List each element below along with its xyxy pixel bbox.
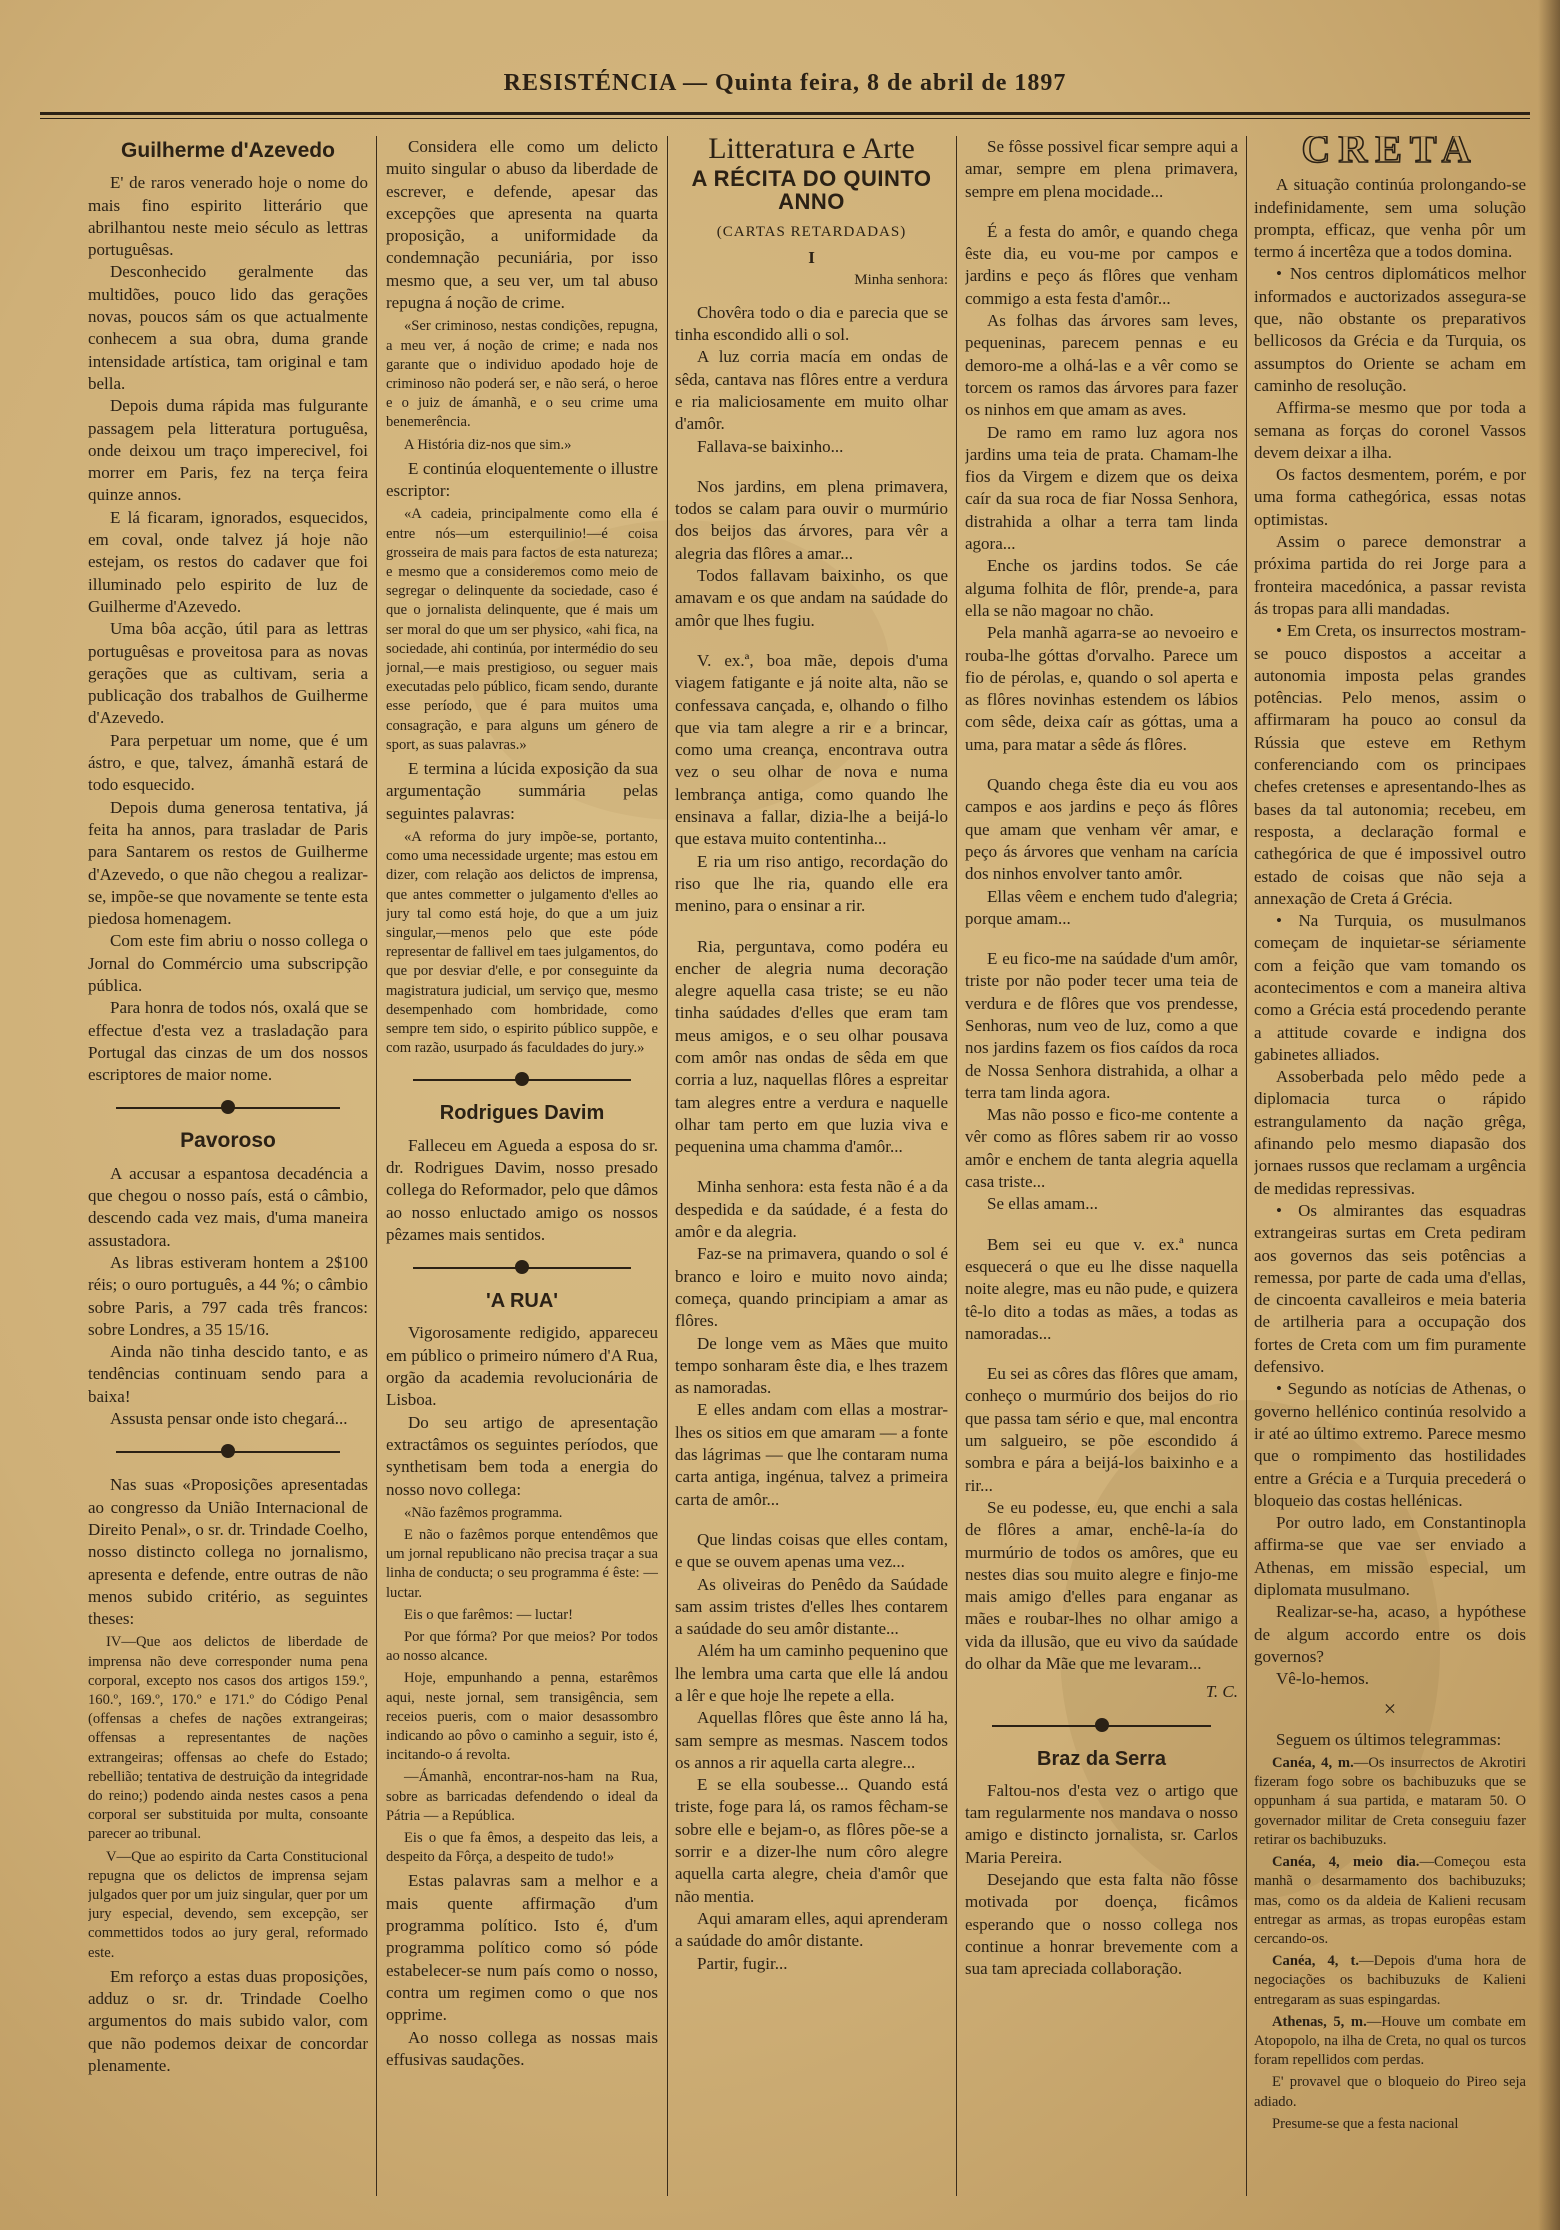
- quote: «A cadeia, principalmente como ella é entre nós—um esterquilinio!—é coisa grosseira de mais para factos de esta natureza; e mesmo que a consideremos como meio de segregar o delinquente da sociedade, caso é que o jornalista delinquente, que é mais um ser moral do que um ser physico, «ahi fica, na sociedade, ahi continúa, por intermédio do seu jornal,—e mais prestigioso, ou seguer mais executadas pelo público, ficam sendo, durante esse período, que é para muitos uma consagração, e para alguns um género de sport, as suas palavras.»: [386, 506, 658, 753]
- paragraph: Realizar-se-ha, acaso, a hypóthese de algum accordo entre os dois governos?: [1254, 1602, 1526, 1666]
- paragraph: Fallava-se baixinho...: [697, 436, 844, 456]
- paragraph: Eu sei as côres das flôres que amam, conheço o murmúrio dos beijos do rio que passa tam sério e que, mal encontra um salgueiro, se põe escondido á sombra e pára a beijá-los baixinho e a rir...: [965, 1364, 1238, 1495]
- signature: T. C.: [1205, 1682, 1238, 1702]
- paragraph: Bem sei eu que v. ex.ª nunca esquecerá o que eu lhe disse naquella noite alegre, mas eu não pude, e quizera tê-lo dito a todas as mães, a todas as namoradas...: [965, 1234, 1238, 1343]
- article-title: 'A RUA': [485, 1290, 559, 1313]
- paragraph: E lá ficaram, ignorados, esquecidos, em coval, onde talvez já hoje não estejam, os restos do cadaver que foi illuminado pelo espirito de luz de Guilherme d'Azevedo.: [88, 507, 368, 616]
- telegram-head: Canéa, 4, meio dia.: [1272, 1854, 1420, 1871]
- telegram: E' provavel que o bloqueio do Pireo seja adiado.: [1254, 2074, 1526, 2110]
- article-title: Braz da Serra: [1037, 1747, 1166, 1770]
- paragraph: E se ella soubesse... Quando está triste, foge para lá, os ramos fêcham-se sobre elle e bejam-o, as flôres põe-se a sorrir e a dizer-lhe num côro alegre aquella carta alegre, cheia d'amôr que não mentia.: [675, 1775, 948, 1906]
- paragraph: Ao nosso collega as nossas mais effusivas saudações.: [386, 2027, 658, 2069]
- paragraph: • Em Creta, os insurrectos mostram-se pouco dispostos a acceitar a autonomia imposta pelas grandes potências. Pelo menos, assim o affirmaram ha pouco ao consul da Rússia que esteve em Rethym conferenciando com os principaes chefes cretenses e apresentando-lhes as bases da tal autonomia; recebeu, em resposta, a declaração formal e cathegórica de que é impossivel outro estado de coisas que não seja a annexação de Creta á Grécia.: [1254, 621, 1526, 908]
- quote: «Não fazêmos programma.: [404, 1504, 563, 1521]
- telegram-body: —Começou esta manhã o desarmamento dos bachibuzuks; mas, como os da aldeia de Kalieni recusam entregar as armas, as tropas europêas estam cercando-os.: [1254, 1854, 1526, 1947]
- paragraph: • Nos centros diplomáticos melhor informados e auctorizados assegura-se que, não obstante os preparativos bellicosos da Grécia e da Turquia, os assumptos do Oriente se acham em caminho de resolução.: [1254, 264, 1526, 395]
- paragraph: Quando chega êste dia eu vou aos campos e aos jardins e peço ás flôres que amam que venham vêr amar, e peço ás árvores que venham na carícia dos ninhos envolver tanto amôr.: [965, 775, 1238, 884]
- telegram-head: Canéa, 4, m.: [1272, 1755, 1354, 1772]
- paragraph: Desejando que esta falta não fôsse motivada por doença, ficâmos esperando que o nosso collega nos continue a honrar brevemente com a sua tam apreciada collaboração.: [965, 1870, 1238, 1979]
- paragraph: Todos fallavam baixinho, os que amavam e os que andam na saúdade do amôr que lhes fugiu.: [675, 566, 948, 630]
- paragraph: As oliveiras do Penêdo da Saúdade sam assim tristes d'elles lhes contarem a saúdade do seu amôr distante...: [675, 1574, 948, 1639]
- separator-mark: ×: [1383, 1696, 1397, 1722]
- ornament-separator: [965, 1718, 1238, 1734]
- paragraph: • Os almirantes das esquadras extrangeiras surtas em Creta pediram aos governos das seis potências a remessa, por parte de cada uma d'ellas, de cincoenta cavalleiros e meia bateria de artilheria para a occupação dos fortes de Creta com um fim puramente defensivo.: [1254, 1200, 1526, 1377]
- paragraph: E termina a lúcida exposição da sua argumentação summária pelas seguintes palavras:: [386, 759, 658, 823]
- telegram: Presume-se que a festa nacional: [1272, 2115, 1459, 2132]
- paragraph: V. ex.ª, boa mãe, depois d'uma viagem fatigante e já noite alta, não se confessava cançada, e, olhando o filho que via tam alegre a rir e a brincar, como uma creança, encontrava outra vez o seu olhar de nova e numa lembrança antiga, como quando lhe ensinava a fallar, dizia-lhe a beijá-lo que estava muito contentinha...: [675, 650, 948, 849]
- page-header: RESISTÉNCIA — Quinta feira, 8 de abril de 1897: [503, 70, 1067, 96]
- paragraph: Vê-lo-hemos.: [1276, 1669, 1370, 1689]
- telegram-body: —Depois d'uma hora de negociações os bachibuzuks de Kalieni entregaram as suas espingardas.: [1254, 1953, 1526, 2008]
- quote: «A reforma do jury impõe-se, portanto, como uma necessidade urgente; mas estou em dizer, com relação aos delictos de imprensa, que antes commetter o julgamento d'elles ao jury tal como está hoje, do que a um juiz singular,—menos pelo que este póde representar de fallivel em taes julgamentos, do que por desviar d'elle, e por conseguinte da magistratura judicial, um serviço que, mesmo desempenhado com hombridade, como sempre tem sido, o espirito público suppõe, e com razão, usurpado ás faculdades do jury.»: [386, 828, 658, 1057]
- column-1: [88, 136, 368, 2196]
- quote: E não o fazêmos porque entendêmos que um jornal republicano não precisa traçar a sua linha de conducta; o seu programma é êste: — luctar.: [386, 1527, 658, 1601]
- quote: Hoje, empunhando a penna, estarêmos aqui, neste jornal, sem transigência, sem receios pueris, com o maior desassombro indicando ao pôvo o caminho a seguir, isto é, incitando-o á revolta.: [386, 1670, 658, 1764]
- section-title: CRETA: [1301, 136, 1479, 171]
- paragraph: Com este fim abriu o nosso collega o Jornal do Commércio uma subscripção pública.: [88, 931, 368, 995]
- telegram-head: Athenas, 5, m.: [1272, 2013, 1367, 2030]
- paragraph: A accusar a espantosa decadéncia a que chegou o nosso país, está o câmbio, descendo cada vez mais, d'uma maneira assustadora.: [88, 1163, 368, 1250]
- header-rule-thin: [40, 118, 1530, 119]
- telegram-head: Canéa, 4, t.: [1272, 1953, 1360, 1970]
- paragraph: Chovêra todo o dia e parecia que se tinha escondido alli o sol.: [675, 302, 948, 345]
- paragraph: As libras estiveram hontem a 2$100 réis; o ouro português, a 44 %; o câmbio sobre Paris, a 797 cada três francos: sobre Londres, a 35 15/16.: [88, 1252, 368, 1339]
- paragraph: De longe vem as Mães que muito tempo sonharam êste dia, e lhes trazem as namoradas.: [675, 1333, 948, 1398]
- paragraph: De ramo em ramo luz agora nos jardins uma teia de prata. Chamam-lhe fios da Virgem e dizem que os deixa caír da sua roca de fiar Nossa Senhora, distrahida a olhar a terra tam linda agora...: [965, 422, 1238, 554]
- quote: A História diz-nos que sim.»: [404, 436, 572, 453]
- paragraph: Seguem os últimos telegrammas:: [1276, 1729, 1502, 1749]
- quote: IV—Que aos delictos de liberdade de imprensa não deve corresponder numa pena corporal, excepto nos casos dos artigos 159.º, 160.º, 169.º, 170.º e 171.º do Código Penal (offensas a chefes de nações extrangeiras; offensas a representantes de nações extrangeiras; offensas ao chefe do Estado; rebellião; tentativa de destruição da integridade do reino;) podendo ainda nestes casos a pena corporal ser substituida por multa, consoante parecer ao tribunal.: [88, 1634, 368, 1843]
- paragraph: Além ha um caminho pequenino que lhe lembra uma carta que elle lá andou a lêr e que hoje lhe repete a ella.: [675, 1641, 948, 1705]
- paragraph: Estas palavras sam a melhor e a mais quente affirmação d'um programma político. Isto é, d'um programma político como só póde estabelecer-se num país como o nosso, contra um regimen como o que nos opprime.: [386, 1871, 658, 2025]
- ornament-separator: [88, 1444, 368, 1460]
- salutation: Minha senhora:: [854, 272, 948, 289]
- article-title: Guilherme d'Azevedo: [121, 139, 335, 162]
- paragraph: Enche os jardins todos. Se cáe alguma folhita de flôr, prende-a, para ella se não magoar no chão.: [965, 556, 1238, 620]
- paragraph: Faltou-nos d'esta vez o artigo que tam regularmente nos mandava o nosso amigo e distincto jornalista, sr. Carlos Maria Pereira.: [965, 1780, 1238, 1867]
- ornament-separator: [386, 1072, 658, 1088]
- article-title: A RÉCITA DO QUINTO ANNO: [691, 166, 932, 214]
- paragraph: Considera elle como um delicto muito singular o abuso da liberdade de escrever, e defende, apesar das excepções que apresenta na quarta proposição, a uniformidade da condemnação pecuniária, por isso mesmo que, a seu ver, um tal abuso repugna á noção de crime.: [386, 137, 658, 313]
- paragraph: Affirma-se mesmo que por toda a semana as forças do coronel Vassos devem deixar a ilha.: [1254, 398, 1526, 462]
- paragraph: • Na Turquia, os musulmanos começam de inquietar-se sériamente com a feição que vam tomando os acontecimentos e com a maneira altiva como a Grécia está procedendo perante a attitude covarde e indigna dos gabinetes alliados.: [1254, 911, 1526, 1064]
- paragraph: E ria um riso antigo, recordação do riso que lhe ria, quando elle era menino, para o ensinar a rir.: [675, 851, 948, 916]
- paragraph: Ellas vêem e enchem tudo d'alegria; porque amam...: [965, 886, 1238, 928]
- telegram: [1254, 2013, 1526, 2071]
- paragraph: Partir, fugir...: [697, 1953, 788, 1973]
- paragraph: A luz corria macía em ondas de sêda, cantava nas flôres entre a verdura e ria maliciosamente em muito olhar d'amôr.: [675, 347, 948, 434]
- paragraph: Em reforço a estas duas proposições, adduz o sr. dr. Trindade Coelho argumentos do mais subido valor, com que não podemos deixar de concordar plenamente.: [88, 1966, 368, 2076]
- section-title: Litteratura e Arte: [708, 136, 915, 165]
- letter-number: I: [808, 248, 815, 268]
- quote: V—Que ao espirito da Carta Constitucional repugna que os delictos de imprensa sejam julgados quer por um juiz singular, quer por um jury especial, devendo, sem excepção, ser commettidos todos ao jury geral, reformado este.: [88, 1848, 368, 1961]
- column-5: [1254, 136, 1526, 2196]
- paragraph: Para perpetuar um nome, que é um ástro, e que, talvez, ámanhã estará de todo esquecido.: [88, 730, 368, 795]
- paragraph: Depois duma rápida mas fulgurante passagem pela litteratura portuguêsa, onde deixou um traço imperecivel, foi morrer em Paris, fez na terça feira quinze annos.: [88, 396, 368, 505]
- column-divider: [1246, 136, 1247, 2196]
- quote: Eis o que farêmos: — luctar!: [404, 1606, 573, 1623]
- telegram: [1254, 1952, 1526, 2010]
- paragraph: Do seu artigo de apresentação extractâmos os seguintes períodos, que synthetisam bem toda a energia do nosso novo collega:: [386, 1412, 658, 1499]
- paragraph: As folhas das árvores sam leves, pequeninas, parecem pennas e eu demoro-me a olhá-las e a vêr como se torcem os ramos das árvores para fazer os ninhos em que amam as aves.: [965, 311, 1238, 420]
- paragraph: Se fôsse possivel ficar sempre aqui a amar, sempre em plena primavera, sempre em plena mocidade...: [965, 137, 1238, 201]
- paragraph: Pela manhã agarra-se ao nevoeiro e rouba-lhe góttas d'orvalho. Parece um fio de pérolas, e, quando o sol aperta e as flôres novinhas estendem os lábios com sêde, deixa caír as góttas, uma a uma, para matar a sêde ás flôres.: [965, 623, 1238, 754]
- telegram-body: —Houve um combate em Atopopolo, na ilha de Creta, no qual os turcos foram repellidos com perdas.: [1254, 2013, 1526, 2069]
- column-divider: [376, 136, 377, 2196]
- paragraph: E eu fico-me na saúdade d'um amôr, triste por não poder tecer uma teia de verdura e de flôres que vos prendesse, Senhoras, num veo de luz, como a que nos jardins fazem os fios caídos da roca de Nossa Senhora distrahida, a olhar a terra tam linda agora.: [965, 949, 1238, 1102]
- paragraph: Que lindas coisas que elles contam, e que se ouvem apenas uma vez...: [675, 1529, 948, 1572]
- column-2: [386, 136, 658, 2196]
- paragraph: E elles andam com ellas a mostrar-lhes os sitios em que amaram — a fonte das lágrimas — que lhe contaram numa carta antiga, ingénua, talvez a primeira carta de amôr...: [675, 1400, 948, 1509]
- article-subtitle: (CARTAS RETARDADAS): [716, 223, 907, 240]
- telegram: [1254, 1754, 1526, 1850]
- paragraph: Nos jardins, em plena primavera, todos se calam para ouvir o murmúrio dos beijos das árvores, para vêr a alegria das flôres a amar...: [675, 476, 948, 563]
- paragraph: Minha senhora: esta festa não é a da despedida e da saúdade, é a festa do amôr e da alegria.: [675, 1177, 948, 1242]
- ornament-separator: [88, 1100, 368, 1116]
- article-title: Pavoroso: [180, 1129, 276, 1153]
- paragraph: A situação continúa prolongando-se indefinidamente, sem uma solução prompta, efficaz, que venha pôr um termo á incertêza que a todos domina.: [1254, 175, 1526, 262]
- paragraph: Vigorosamente redigido, appareceu em público o primeiro número d'A Rua, orgão da academia revolucionária de Lisboa.: [386, 1323, 658, 1410]
- paragraph: • Segundo as notícias de Athenas, o governo hellénico continúa resolvido a ir até ao último extremo. Parece mesmo que o rompimento das hostilidades entre a Grécia e a Turquia precederá o bloqueio das costas hellénicas.: [1254, 1379, 1526, 1510]
- header-rule: [40, 112, 1530, 115]
- paragraph: Depois duma generosa tentativa, já feita ha annos, para trasladar de Paris para Santarem os restos de Guilherme d'Azevedo, o que não chegou a realizar-se, impõe-se que novamente se tente esta piedosa homenagem.: [88, 797, 368, 929]
- article-title: Rodrigues Davim: [439, 1102, 605, 1125]
- paragraph: Para honra de todos nós, oxalá que se effectue d'esta vez a trasladação para Portugal das cinzas de um dos nossos escriptores de maior nome.: [88, 998, 368, 1085]
- paragraph: Se ellas amam...: [987, 1194, 1098, 1214]
- paragraph: Assusta pensar onde isto chegará...: [110, 1409, 348, 1429]
- paragraph: Mas não posso e fico-me contente a vêr como as flôres sabem rir ao vosso amôr e enchem de tanta alegria aquella casa triste...: [965, 1105, 1238, 1192]
- telegram: [1254, 1853, 1526, 1949]
- paragraph: Faz-se na primavera, quando o sol é branco e loiro e muito novo ainda; começa, quando principiam a amar as flôres.: [675, 1244, 948, 1331]
- paragraph: Uma bôa acção, útil para as lettras portuguêsas e proveitosa para as novas gerações que as cultivam, seria a publicação dos trabalhos de Guilherme d'Azevedo.: [88, 619, 368, 728]
- column-divider: [667, 136, 668, 2196]
- paragraph: Assoberbada pelo mêdo pede a diplomacia turca o rápido estrangulamento da nação grêga, afinando pelo mesmo diapasão dos jornaes russos que reclamam a urgência de medidas repressivas.: [1254, 1067, 1526, 1198]
- paragraph: Os factos desmentem, porém, e por uma forma cathegórica, essas notas optimistas.: [1254, 465, 1526, 529]
- paragraph: Assim o parece demonstrar a próxima partida do rei Jorge para a fronteira macedónica, a passar revista ás tropas para alli mandadas.: [1254, 532, 1526, 618]
- paragraph: Aquellas flôres que êste anno lá ha, sam sempre as mesmas. Nascem todos os annos a rir aquella carta alegre...: [675, 1708, 948, 1772]
- paragraph: Nas suas «Proposições apresentadas ao congresso da União Internacional de Direito Penal», o sr. dr. Trindade Coelho, nosso distincto collega no jornalismo, apresenta e defende, entre outras de não menos subido critério, as seguintes theses:: [88, 1475, 368, 1629]
- paragraph: Ria, perguntava, como podéra eu encher de alegria numa decoração alegre aquella casa triste; se eu não tinha saúdades d'elles que eram tam meus amigos, e o seu olhar pousava com amôr nas ondas de sêda em que corria a luz, naquellas flôres a espreitar tam alegres entre a verdura e naquelle olhar tam perto em que luzia viva e pequenina uma chamma d'amôr...: [675, 936, 948, 1157]
- paragraph: Desconhecido geralmente das multidões, pouco lido das gerações novas, poucos sám os que actualmente conhecem a sua obra, duma grande intensidade artística, tam original e tam bella.: [88, 262, 368, 393]
- paragraph: Se eu podesse, eu, que enchi a sala de flôres a amar, enchê-la-ía do murmúrio de todos os amôres, que eu nestes dias sou muito alegre e finjo-me mais amigo d'elles para enganar as mães e roubar-lhes no olhar amigo a vida da illusão, que eu vivo da saúdade do olhar da Mãe que me levaram...: [965, 1497, 1238, 1673]
- quote: —Ámanhã, encontrar-nos-ham na Rua, sobre as barricadas defendendo o ideal da Pátria — a República.: [386, 1769, 658, 1824]
- quote: Eis o que fa êmos, a despeito das leis, a despeito da Fôrça, a despeito de tudo!»: [386, 1830, 658, 1866]
- telegram-body: —Os insurrectos de Akrotiri fizeram fogo sobre os bachibuzuks que se oppunham á sua partida, e mataram 50. O governador militar de Creta conseguiu fazer retirar os bachibuzuks.: [1254, 1755, 1526, 1848]
- ornament-separator: [386, 1260, 658, 1276]
- paragraph: E' de raros venerado hoje o nome do mais fino espirito litterário que abrilhantou neste meio século as lettras portuguêsas.: [88, 173, 368, 260]
- paragraph: É a festa do amôr, e quando chega êste dia, eu vou-me por campos e jardins e peço ás flôres que venham commigo a esta festa d'amôr...: [965, 221, 1238, 308]
- paragraph: Ainda não tinha descido tanto, e as tendências continuam sendo para a baixa!: [88, 1342, 368, 1406]
- column-3: [675, 136, 948, 2196]
- paragraph: Por outro lado, em Constantinopla affirma-se que vae ser enviado a Athenas, em missão especial, um diplomata musulmano.: [1254, 1513, 1526, 1599]
- page-edge-shadow: [1538, 0, 1560, 2230]
- paragraph: Aqui amaram elles, aqui aprenderam a saúdade do amôr distante.: [675, 1908, 948, 1951]
- quote: «Ser criminoso, nestas condições, repugna, a meu ver, á noção de crime; e nada nos garante que o individuo apodado hoje de criminoso não poderá ser, e não será, o heroe e o juiz de ámanhã, e o seu crime uma benemerência.: [386, 318, 658, 431]
- paragraph: E continúa eloquentemente o illustre escriptor:: [386, 458, 658, 501]
- column-divider: [956, 136, 957, 2196]
- paragraph: Falleceu em Agueda a esposa do sr. dr. Rodrigues Davim, nosso presado collega do Reformador, pelo que dâmos ao nosso enluctado amigo os nossos pêzames mais sentidos.: [386, 1135, 658, 1244]
- column-4: [965, 136, 1238, 2196]
- quote: Por que fórma? Por que meios? Por todos ao nosso alcance.: [386, 1629, 658, 1665]
